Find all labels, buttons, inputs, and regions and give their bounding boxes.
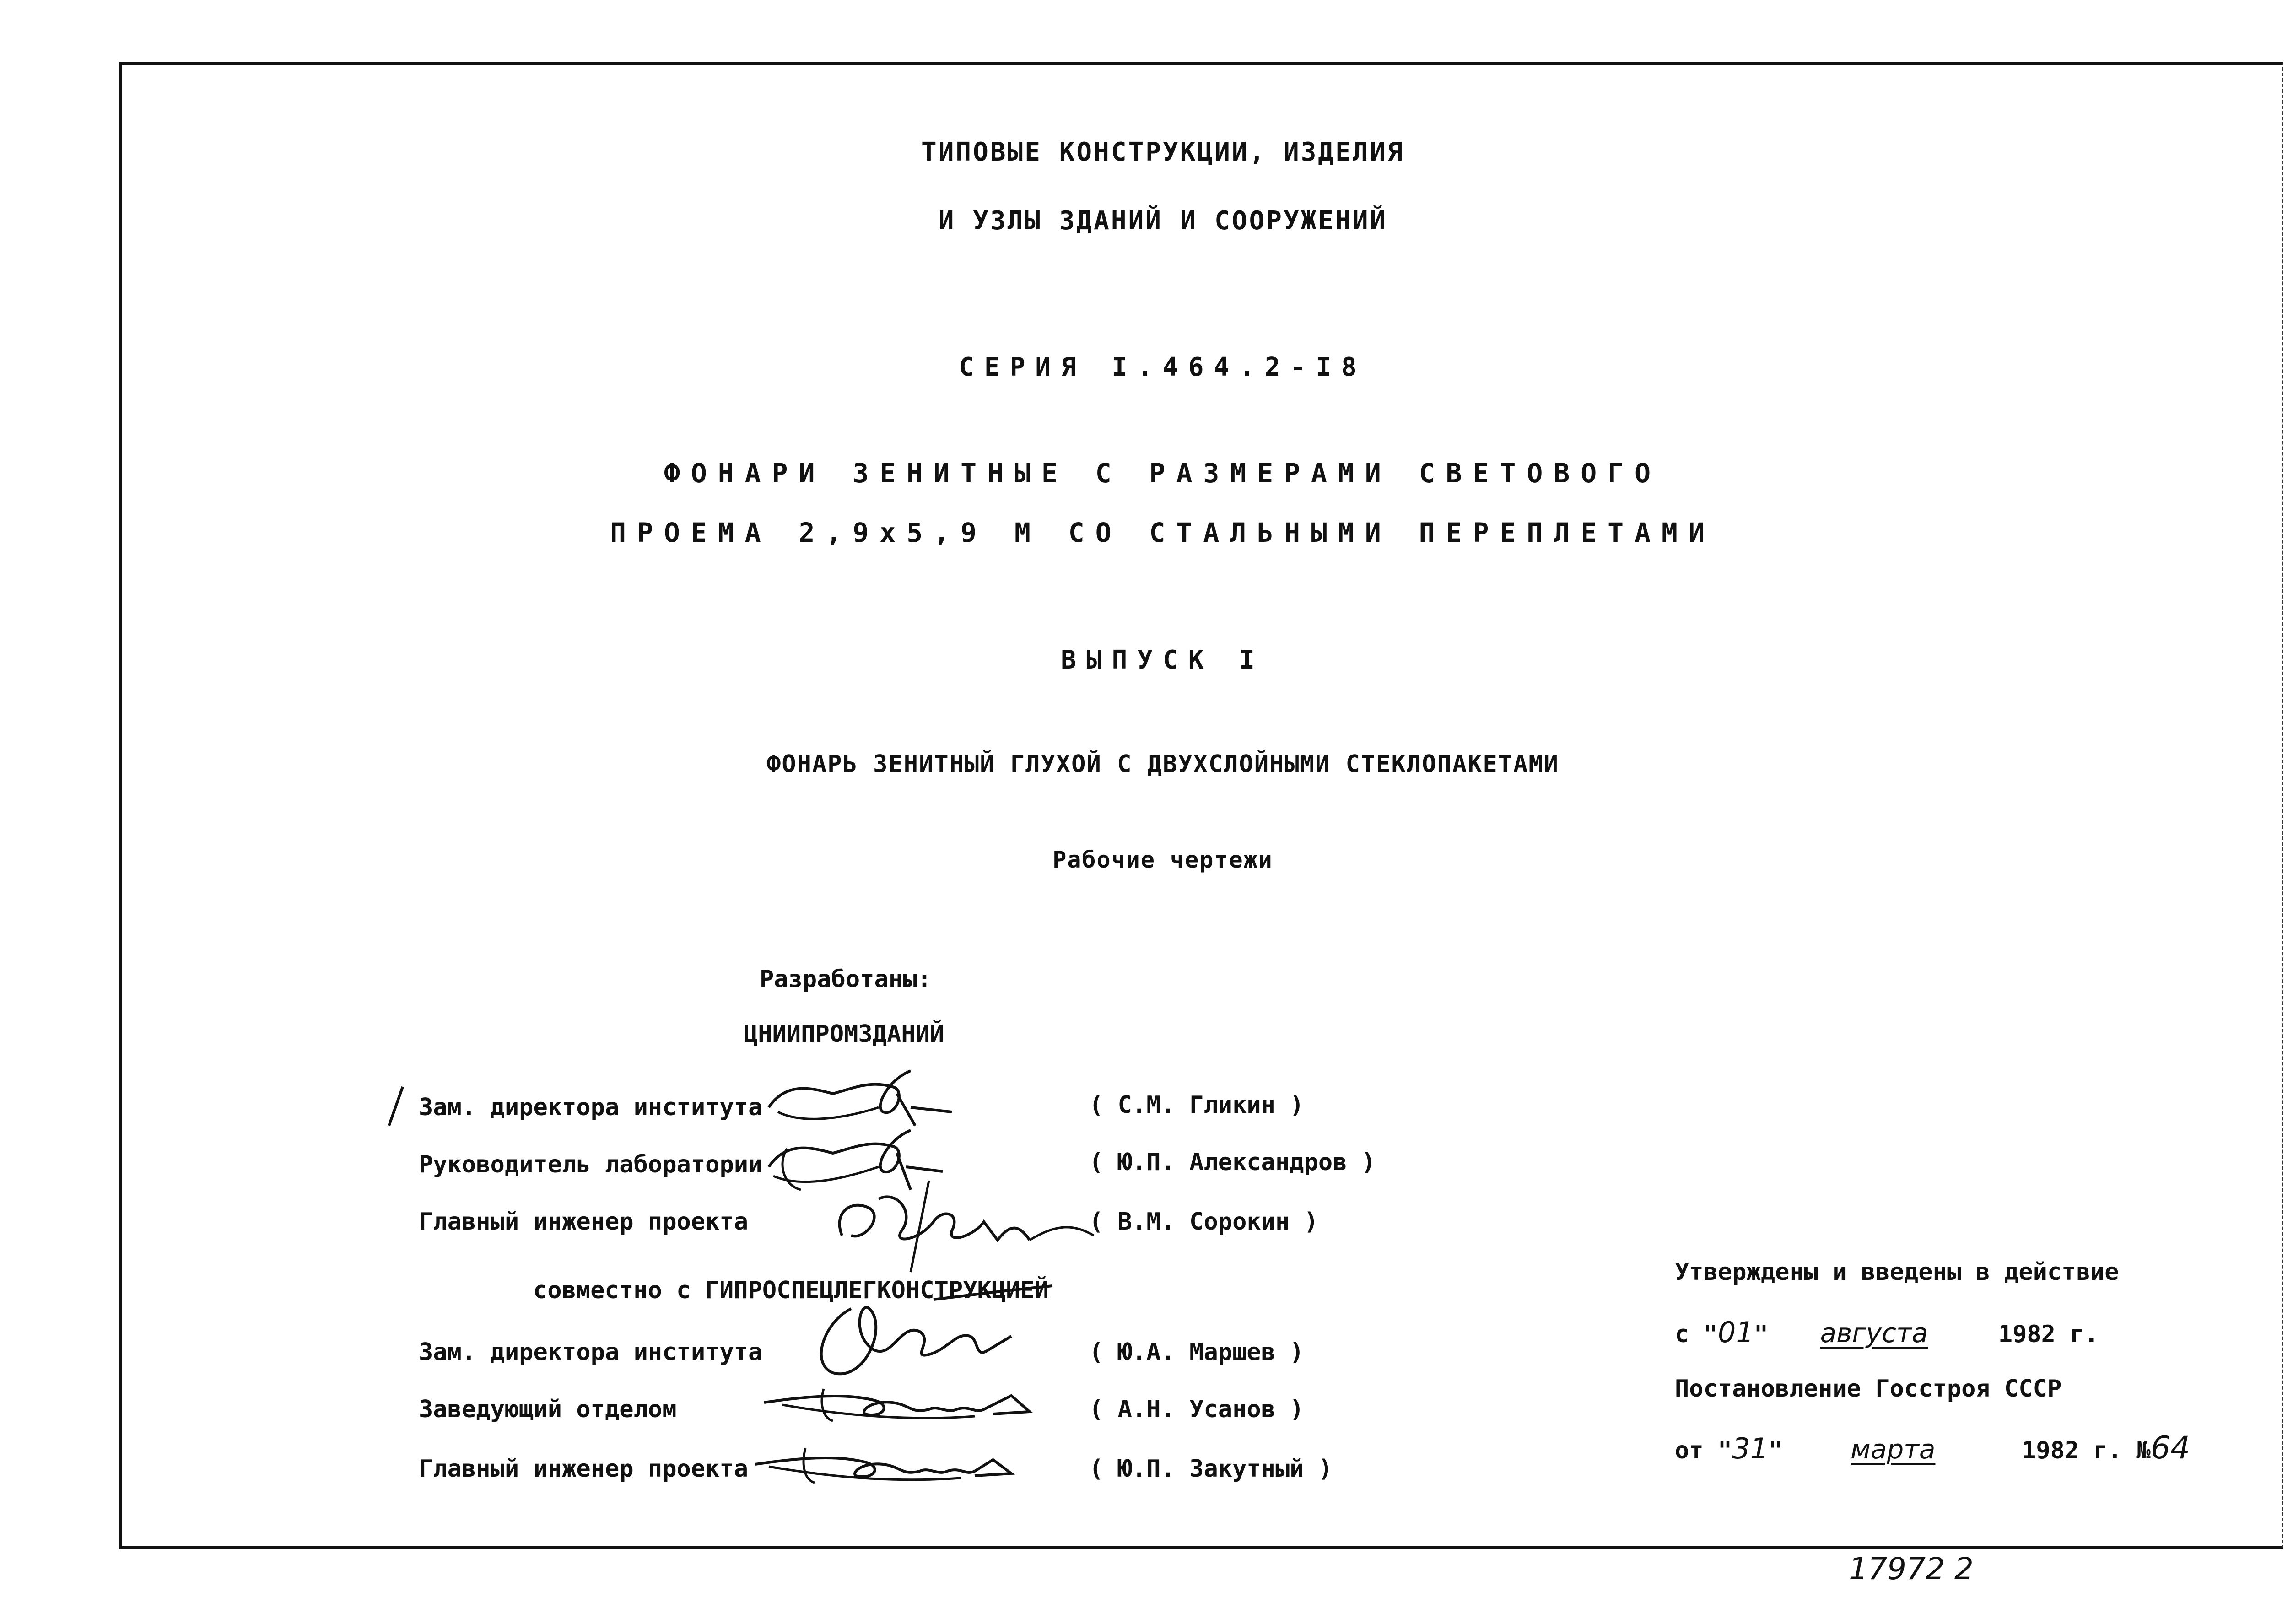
approval-line-1: Утверждены и введены в действие bbox=[1675, 1258, 2119, 1286]
effective-year: 1982 г. bbox=[1998, 1321, 2099, 1348]
decree-month: марта bbox=[1851, 1434, 1936, 1465]
title-line-1: ФОНАРИ ЗЕНИТНЫЕ С РАЗМЕРАМИ СВЕТОВОГО bbox=[664, 458, 1662, 489]
series-number: СЕРИЯ І.464.2-І8 bbox=[959, 352, 1367, 382]
role-deputy-director-1: Зам. директора института bbox=[419, 1094, 763, 1121]
effective-day: 01 bbox=[1717, 1316, 1754, 1349]
doc-type: Рабочие чертежи bbox=[1052, 847, 1273, 873]
role-deputy-director-2: Зам. директора института bbox=[419, 1338, 763, 1366]
name-glikin: ( С.М. Гликин ) bbox=[1089, 1091, 1304, 1119]
org-1-name: ЦНИИПРОМЗДАНИЙ bbox=[744, 1020, 944, 1048]
name-usanov: ( А.Н. Усанов ) bbox=[1089, 1396, 1304, 1423]
name-sorokin: ( В.М. Сорокин ) bbox=[1089, 1208, 1318, 1236]
title-line-2: ПРОЕМА 2,9х5,9 М СО СТАЛЬНЫМИ ПЕРЕПЛЕТАМИ bbox=[610, 517, 1716, 548]
approval-decree-date bbox=[1675, 1430, 2190, 1466]
signature-usanov bbox=[755, 1377, 1039, 1428]
decree-day: 31 bbox=[1732, 1432, 1769, 1465]
developed-by-label: Разработаны: bbox=[760, 966, 932, 993]
role-chief-engineer-1: Главный инженер проекта bbox=[419, 1208, 749, 1236]
name-zakutny: ( Ю.П. Закутный ) bbox=[1089, 1455, 1333, 1483]
role-department-head: Заведующий отделом bbox=[419, 1396, 677, 1423]
approval-effective-date bbox=[1675, 1316, 2099, 1349]
approval-line-3: Постановление Госстроя СССР bbox=[1675, 1375, 2062, 1403]
effective-suffix: " bbox=[1754, 1321, 1769, 1348]
decree-number: 64 bbox=[2150, 1430, 2191, 1466]
decree-prefix: от " bbox=[1675, 1437, 1732, 1464]
header-line-1: ТИПОВЫЕ КОНСТРУКЦИИ, ИЗДЕЛИЯ bbox=[921, 137, 1404, 167]
margin-mark bbox=[382, 1084, 410, 1130]
subtitle: ФОНАРЬ ЗЕНИТНЫЙ ГЛУХОЙ С ДВУХСЛОЙНЫМИ СТЕКЛОПАКЕТАМИ bbox=[766, 750, 1559, 778]
signature-marshev bbox=[796, 1281, 1062, 1391]
decree-suffix: " bbox=[1768, 1437, 1783, 1464]
joint-organization: совместно с ГИПРОСПЕЦЛЕГКОНСТРУКЦИЕЙ bbox=[533, 1277, 1049, 1304]
header-line-2: И УЗЛЫ ЗДАНИЙ И СООРУЖЕНИЙ bbox=[938, 206, 1387, 236]
effective-prefix: с " bbox=[1675, 1321, 1718, 1348]
signature-sorokin bbox=[815, 1171, 1098, 1277]
role-lab-head: Руководитель лаборатории bbox=[419, 1151, 763, 1178]
signature-zakutny bbox=[746, 1439, 1020, 1489]
footer-inventory-number: 17972 2 bbox=[1849, 1551, 1974, 1586]
role-chief-engineer-2: Главный инженер проекта bbox=[419, 1455, 749, 1483]
effective-month: августа bbox=[1820, 1317, 1928, 1349]
name-aleksandrov: ( Ю.П. Александров ) bbox=[1089, 1149, 1376, 1176]
decree-year: 1982 г. № bbox=[2022, 1437, 2151, 1464]
issue-label: ВЫПУСК І bbox=[1061, 645, 1265, 675]
name-marshev: ( Ю.А. Маршев ) bbox=[1089, 1338, 1304, 1366]
